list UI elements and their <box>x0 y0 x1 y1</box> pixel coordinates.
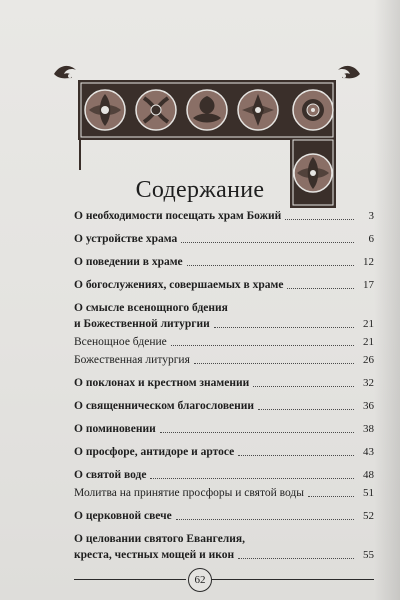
dot-leader <box>176 518 354 520</box>
toc-entry-title: Всенощное бдение <box>74 336 167 348</box>
toc-entry[interactable] <box>74 422 374 436</box>
toc-entry-page: 3 <box>368 210 374 222</box>
corner-ornament-left-icon <box>54 66 76 78</box>
dot-leader <box>287 287 354 289</box>
medallion-1-icon <box>85 90 125 130</box>
toc-entry-title: О церковной свече <box>74 510 172 522</box>
page-edge-shadow <box>374 0 400 600</box>
toc-entry-title: О необходимости посещать храм Божий <box>74 210 282 222</box>
toc-entry-title: О поведении в храме <box>74 256 183 268</box>
toc-entry-page: 55 <box>363 549 374 561</box>
toc-entry[interactable] <box>74 445 374 459</box>
toc-entry[interactable] <box>74 335 374 349</box>
toc-entry[interactable] <box>74 209 374 223</box>
dot-leader <box>187 264 354 266</box>
medallion-5-icon <box>293 90 333 130</box>
toc-entry-page: 21 <box>363 336 374 348</box>
toc-entry-title: О поклонах и крестном знамении <box>74 377 250 389</box>
toc-entry-page: 38 <box>363 423 374 435</box>
dot-leader <box>253 385 354 387</box>
toc-entry[interactable] <box>74 468 374 482</box>
toc-entry-title: и Божественной литургии <box>74 318 210 330</box>
toc-entry[interactable] <box>74 255 374 269</box>
toc-entry[interactable] <box>74 509 374 523</box>
medallion-4-icon <box>238 90 278 130</box>
toc-entry-title: Божественная литургия <box>74 354 190 366</box>
toc-entry-title-line1: О смысле всенощного бдения <box>74 302 228 314</box>
toc-entry-title: О богослужениях, совершаемых в храме <box>74 279 284 291</box>
toc-entry-title-line1: О целовании святого Евангелия, <box>74 533 245 545</box>
medallion-3-icon <box>187 90 227 130</box>
corner-ornament-right-icon <box>338 66 360 78</box>
toc-entry-line2 <box>74 548 374 562</box>
table-of-contents <box>74 205 374 562</box>
toc-entry[interactable] <box>74 232 374 246</box>
page-number: 62 <box>194 574 206 586</box>
toc-entry-page: 12 <box>363 256 374 268</box>
toc-entry[interactable] <box>74 353 374 367</box>
toc-entry-title: О поминовении <box>74 423 156 435</box>
toc-entry-multiline[interactable] <box>74 532 374 562</box>
toc-entry-page: 26 <box>363 354 374 366</box>
toc-entry[interactable] <box>74 399 374 413</box>
toc-entry[interactable] <box>74 486 374 500</box>
dot-leader <box>214 326 354 328</box>
toc-entry[interactable] <box>74 376 374 390</box>
toc-entry-page: 48 <box>363 469 374 481</box>
toc-entry-page: 6 <box>368 233 374 245</box>
toc-entry-title: О святой воде <box>74 469 147 481</box>
page-number-badge <box>188 568 212 592</box>
dot-leader <box>238 557 354 559</box>
dot-leader <box>171 344 354 346</box>
toc-entry-page: 52 <box>363 510 374 522</box>
dot-leader <box>181 241 354 243</box>
toc-entry-page: 36 <box>363 400 374 412</box>
dot-leader <box>258 408 354 410</box>
toc-entry-title: О устройстве храма <box>74 233 178 245</box>
dot-leader <box>194 362 354 364</box>
medallion-2-icon <box>136 90 176 130</box>
dot-leader <box>160 431 354 433</box>
toc-entry-page: 51 <box>363 487 374 499</box>
dot-leader <box>308 495 354 497</box>
toc-entry-page: 32 <box>363 377 374 389</box>
toc-entry[interactable] <box>74 278 374 292</box>
dot-leader <box>150 477 354 479</box>
toc-entry-title: О священническом благословении <box>74 400 255 412</box>
page-title: Содержание <box>135 177 265 203</box>
dot-leader <box>285 218 354 220</box>
toc-entry-title: креста, честных мощей и икон <box>74 549 235 561</box>
toc-entry-title: О просфоре, антидоре и артосе <box>74 446 235 458</box>
toc-entry-line2 <box>74 317 374 331</box>
toc-entry-page: 17 <box>363 279 374 291</box>
dot-leader <box>238 454 354 456</box>
toc-entry-page: 21 <box>363 318 374 330</box>
toc-entry-page: 43 <box>363 446 374 458</box>
toc-entry-multiline[interactable] <box>74 301 374 331</box>
toc-entry-title: Молитва на принятие просфоры и святой воды <box>74 487 304 499</box>
